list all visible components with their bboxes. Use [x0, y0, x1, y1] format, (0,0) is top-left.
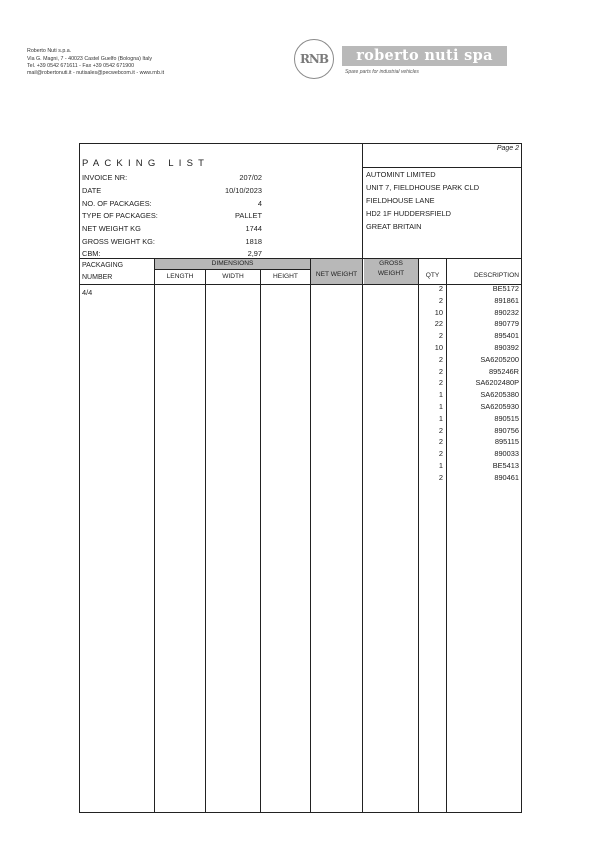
column-line — [154, 258, 155, 812]
company-address: Via G. Magni, 7 - 40023 Castel Guelfo (Bologna) Italy — [27, 56, 153, 62]
field-net-weight — [82, 223, 262, 234]
item-description: 890779 — [494, 319, 519, 329]
length-header: LENGTH — [166, 273, 194, 280]
item-description: BE5172 — [492, 284, 519, 293]
column-line — [446, 258, 447, 812]
item-description: 895246R — [489, 366, 519, 376]
field-gross-weight — [82, 236, 262, 247]
field-label: DATE — [82, 186, 102, 195]
net-weight-header: NET WEIGHT — [315, 271, 358, 278]
item-qty: 2 — [438, 449, 443, 459]
field-value: PALLET — [235, 211, 262, 220]
column-line — [260, 269, 261, 812]
item-qty: 2 — [438, 437, 443, 447]
qty-header: QTY — [425, 272, 440, 279]
field-value: 1818 — [245, 237, 262, 246]
company-email: mail@robertonuti.it - nutisales@pecwebcom.it - www.rnb.it — [27, 70, 165, 76]
field-value: 2,97 — [247, 249, 262, 258]
item-description: SA6205930 — [480, 402, 519, 411]
field-label: INVOICE NR: — [82, 173, 128, 182]
field-date — [82, 185, 262, 196]
field-label: GROSS WEIGHT KG: — [82, 237, 155, 246]
item-description: 890033 — [494, 449, 519, 459]
item-qty: 2 — [438, 425, 443, 435]
company-phone: Tel. +39 0542 671611 - Fax +39 0542 671900 — [27, 63, 135, 69]
item-description: 890756 — [494, 425, 519, 435]
item-description: SA6205380 — [480, 390, 519, 400]
item-qty: 10 — [434, 307, 443, 317]
width-header: WIDTH — [222, 273, 244, 280]
item-description: 895401 — [494, 331, 519, 341]
divider — [362, 167, 522, 168]
company-name: Roberto Nuti s.p.a. — [27, 48, 72, 54]
logo-mark: RNB — [299, 52, 329, 66]
item-qty: 2 — [438, 472, 443, 482]
field-label: CBM: — [82, 249, 101, 258]
packaging-header: PACKAGING — [82, 262, 124, 269]
column-line — [310, 258, 311, 812]
item-qty: 2 — [438, 378, 443, 388]
field-label: NO. OF PACKAGES: — [82, 199, 152, 208]
brand-tagline: Spare parts for industrial vehicles — [345, 69, 419, 75]
item-description: SA6205200 — [480, 354, 519, 364]
field-value: 4 — [257, 199, 262, 208]
consignee-line: HD2 1F HUDDERSFIELD — [366, 209, 452, 218]
divider — [155, 269, 310, 270]
height-header: HEIGHT — [273, 273, 298, 280]
item-qty: 1 — [438, 402, 443, 411]
column-line — [205, 269, 206, 812]
description-header: DESCRIPTION — [473, 272, 519, 279]
column-line — [418, 258, 419, 812]
brand-name: roberto nuti spa — [342, 46, 507, 66]
consignee-line: UNIT 7, FIELDHOUSE PARK CLD — [366, 183, 480, 192]
item-qty: 10 — [434, 343, 443, 352]
item-description: 890461 — [494, 472, 519, 482]
item-description: 890392 — [494, 343, 519, 352]
item-qty: 22 — [434, 319, 443, 329]
consignee-line: FIELDHOUSE LANE — [366, 196, 435, 205]
item-description: SA6202480P — [475, 378, 519, 388]
gross-weight-header: WEIGHT — [377, 270, 405, 277]
package-number: 4/4 — [82, 288, 93, 297]
field-packages-count — [82, 198, 262, 209]
logo-emblem — [294, 39, 334, 79]
page-number: Page 2 — [496, 145, 519, 152]
field-value: 1744 — [245, 224, 262, 233]
field-cbm — [82, 248, 262, 259]
field-value: 207/02 — [239, 173, 262, 182]
item-qty: 2 — [438, 295, 443, 305]
dimensions-header: DIMENSIONS — [211, 260, 254, 267]
item-description: BE5413 — [492, 461, 519, 470]
gross-weight-header: GROSS — [379, 260, 403, 267]
item-description: 895115 — [494, 437, 519, 447]
item-description: 891861 — [494, 295, 519, 305]
consignee-line: GREAT BRITAIN — [366, 222, 422, 231]
item-description: 890515 — [494, 413, 519, 423]
field-value: 10/10/2023 — [225, 186, 262, 195]
item-qty: 1 — [438, 461, 443, 470]
page-title: PACKING LIST — [82, 158, 210, 169]
item-qty: 1 — [438, 413, 443, 423]
packaging-header: NUMBER — [82, 274, 113, 281]
field-label: TYPE OF PACKAGES: — [82, 211, 158, 220]
consignee-line: AUTOMINT LIMITED — [366, 170, 436, 179]
field-label: NET WEIGHT KG — [82, 224, 141, 233]
item-qty: 2 — [438, 284, 443, 293]
field-invoice — [82, 172, 262, 183]
item-description: 890232 — [494, 307, 519, 317]
item-qty: 2 — [438, 331, 443, 341]
divider — [362, 143, 363, 812]
item-qty: 2 — [438, 366, 443, 376]
item-qty: 1 — [438, 390, 443, 400]
field-packages-type — [82, 210, 262, 221]
item-qty: 2 — [438, 354, 443, 364]
